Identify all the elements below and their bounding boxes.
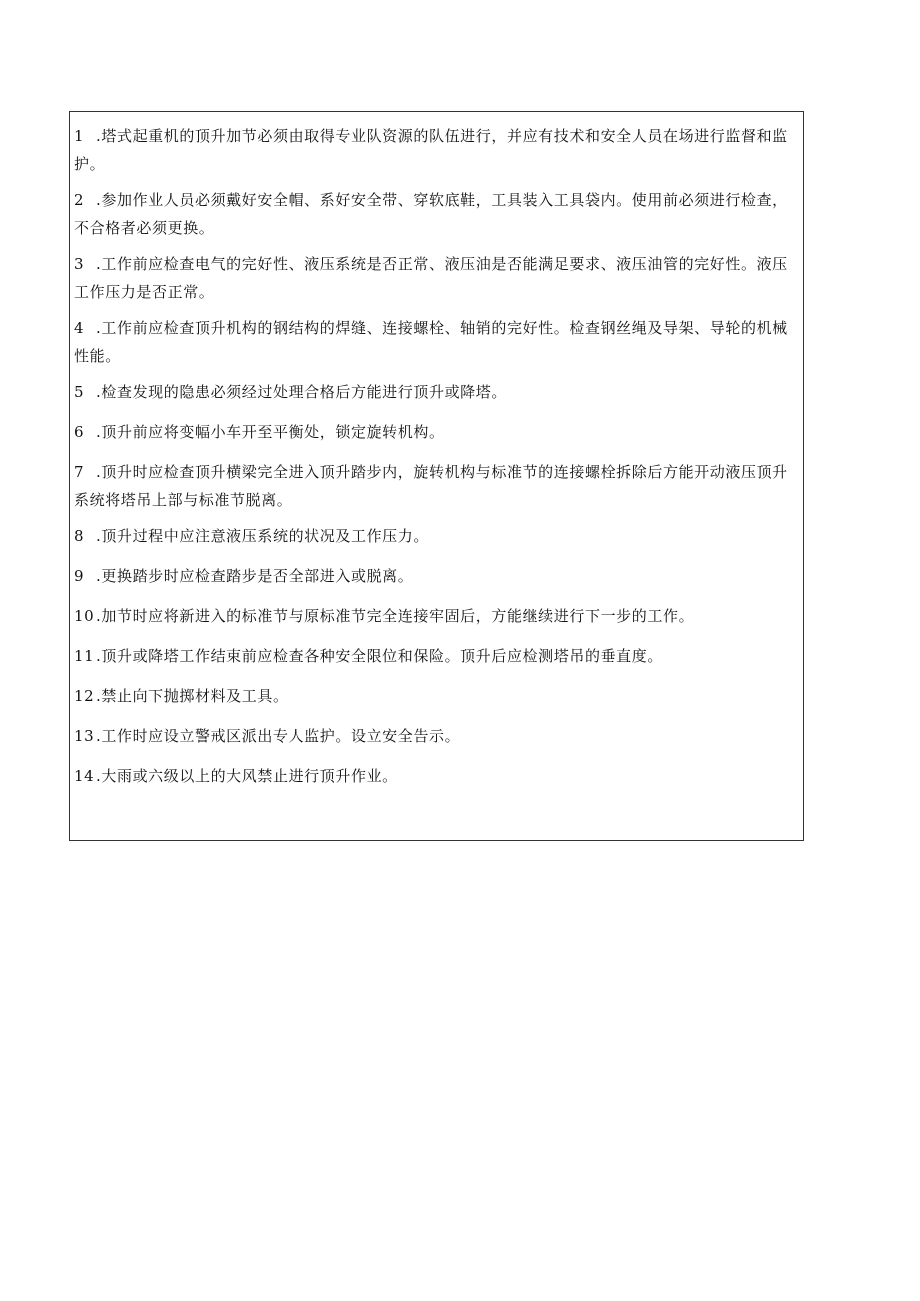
item-text: .更换踏步时应检查踏步是否全部进入或脱离。 [96,567,414,585]
item-number: 14 [74,767,95,785]
item-number: 12 [74,687,95,705]
item-text: .工作前应检查电气的完好性、液压系统是否正常、液压油是否能满足要求、液压油管的完好性。液压工作压力是否正常。 [74,255,788,301]
item-number: 13 [74,727,95,745]
item-text: .顶升时应检查顶升横梁完全进入顶升踏步内，旋转机构与标准节的连接螺栓拆除后方能开动液压顶升系统将塔吊上部与标准节脱离。 [74,463,788,509]
list-item [74,562,797,590]
item-text: .检查发现的隐患必须经过处理合格后方能进行顶升或降塔。 [96,383,507,401]
list-item [74,314,797,370]
list-item [74,682,797,710]
list-item [74,602,797,630]
list-item [74,522,797,550]
safety-procedure-table [69,111,804,841]
list-item [74,762,797,790]
item-number: 2 [74,191,85,209]
item-text: .工作前应检查顶升机构的钢结构的焊缝、连接螺栓、轴销的完好性。检查钢丝绳及导架、导轮的机械性能。 [74,319,788,365]
item-number: 10 [74,607,95,625]
item-number: 3 [74,255,85,273]
item-text: .塔式起重机的顶升加节必须由取得专业队资源的队伍进行，并应有技术和安全人员在场进行监督和监护。 [74,127,788,173]
item-text: .加节时应将新进入的标准节与原标准节完全连接牢固后，方能继续进行下一步的工作。 [96,607,695,625]
item-number: 4 [74,319,85,337]
item-number: 5 [74,383,85,401]
item-number: 6 [74,423,85,441]
list-item [74,418,797,446]
item-text: .顶升或降塔工作结束前应检查各种安全限位和保险。顶升后应检测塔吊的垂直度。 [96,647,663,665]
item-number: 9 [74,567,85,585]
list-item [74,458,797,514]
item-text: .大雨或六级以上的大风禁止进行顶升作业。 [96,767,398,785]
item-text: .禁止向下抛掷材料及工具。 [96,687,289,705]
list-item [74,378,797,406]
item-number: 8 [74,527,85,545]
item-text: .参加作业人员必须戴好安全帽、系好安全带、穿软底鞋，工具装入工具袋内。使用前必须进行检查，不合格者必须更换。 [74,191,788,237]
list-item [74,722,797,750]
item-number: 1 [74,127,85,145]
item-number: 11 [74,647,95,665]
list-item [74,250,797,306]
item-text: .顶升前应将变幅小车开至平衡处，锁定旋转机构。 [96,423,445,441]
list-item [74,122,797,178]
item-text: .工作时应设立警戒区派出专人监护。设立安全告示。 [96,727,461,745]
item-text: .顶升过程中应注意液压系统的状况及工作压力。 [96,527,429,545]
list-item [74,186,797,242]
item-number: 7 [74,463,85,481]
list-item [74,642,797,670]
